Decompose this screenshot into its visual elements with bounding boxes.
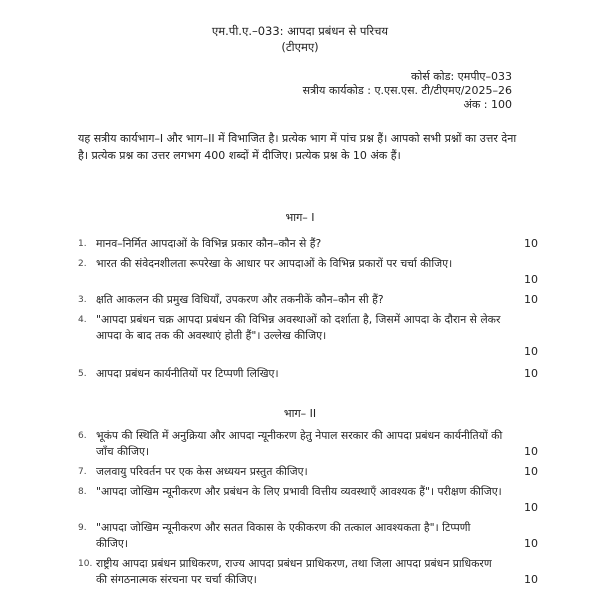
title-subtitle: (टीएमए) <box>281 40 319 54</box>
question-marks: 10 <box>524 367 538 380</box>
question-text: क्षति आकलन की प्रमुख विधियाँ, उपकरण और तकनीकें कौन–कौन सी हैं? <box>96 293 384 306</box>
question-marks: 10 <box>524 465 538 478</box>
question-number: 8. <box>78 487 87 497</box>
question-item <box>78 484 538 516</box>
assignment-code: सत्रीय कार्यकोड : ए.एस.एस. टी/टीएमए/2025–26 <box>302 84 512 97</box>
question-item <box>78 292 538 308</box>
question-number: 6. <box>78 431 87 441</box>
question-number: 4. <box>78 315 87 325</box>
question-item <box>78 556 538 588</box>
question-item <box>78 366 538 382</box>
title-text: एम.पी.ए.–033: आपदा प्रबंधन से परिचय <box>211 24 389 38</box>
question-item <box>78 236 538 252</box>
question-text: राष्ट्रीय आपदा प्रबंधन प्राधिकरण, राज्य आपदा प्रबंधन प्राधिकरण, तथा जिला आपदा प्रबंधन प्राधिकरण की संगठनात्मक संरचना पर चर्चा कीजिए। <box>96 557 492 586</box>
question-text: "आपदा जोखिम न्यूनीकरण और प्रबंधन के लिए प्रभावी वित्तीय व्यवस्थाएँ आवश्यक हैं"। परीक्षण कीजिए। <box>96 485 502 498</box>
question-number: 3. <box>78 295 87 305</box>
question-item <box>78 428 538 460</box>
section-heading-1: भाग– I <box>285 211 315 224</box>
question-number: 2. <box>78 259 87 269</box>
question-item <box>78 464 538 480</box>
question-marks: 10 <box>524 537 538 550</box>
question-marks: 10 <box>524 293 538 306</box>
question-marks: 10 <box>524 345 538 358</box>
question-marks: 10 <box>524 573 538 586</box>
question-item <box>78 312 538 360</box>
question-number: 1. <box>78 239 87 249</box>
section-heading-2: भाग– II <box>283 407 317 420</box>
question-text: भारत की संवेदनशीलता रूपरेखा के आधार पर आपदाओं के विभिन्न प्रकारों पर चर्चा कीजिए। <box>96 257 453 270</box>
question-number: 9. <box>78 523 87 533</box>
question-marks: 10 <box>524 273 538 286</box>
question-text: जलवायु परिवर्तन पर एक केस अध्ययन प्रस्तुत कीजिए। <box>96 465 308 478</box>
question-text: आपदा प्रबंधन कार्यनीतियों पर टिप्पणी लिखिए। <box>96 367 279 380</box>
question-marks: 10 <box>524 445 538 458</box>
question-text: भूकंप की स्थिति में अनुक्रिया और आपदा न्यूनीकरण हेतु नेपाल सरकार की आपदा प्रबंधन कार्यनीतियों की जाँच कीजिए। <box>96 429 503 458</box>
question-text: "आपदा प्रबंधन चक्र आपदा प्रबंधन की विभिन्न अवस्थाओं को दर्शाता है, जिसमें आपदा के दौरान से लेकर आपदा के बाद तक की अवस्थाएं होती हैं"। उल्लेख कीजिए। <box>96 313 501 342</box>
course-code: कोर्स कोड: एमपीए–033 <box>411 70 512 83</box>
question-marks: 10 <box>524 237 538 250</box>
question-text: "आपदा जोखिम न्यूनीकरण और सतत विकास के एकीकरण की तत्काल आवश्यकता है"। टिप्पणी कीजिए। <box>96 521 471 550</box>
question-number: 7. <box>78 467 87 477</box>
total-marks: अंक : 100 <box>463 98 512 111</box>
question-marks: 10 <box>524 501 538 514</box>
question-number: 5. <box>78 369 87 379</box>
document-title <box>0 24 600 54</box>
instructions-paragraph: यह सत्रीय कार्यभाग–I और भाग–II में विभाजित है। प्रत्येक भाग में पांच प्रश्न हैं। आपको सभी प्रश्नों का उत्तर देना है। प्रत्येक प्रश्न का उत्तर लगभग 400 शब्दों में दीजिए। प्रत्येक प्रश्न के 10 अंक हैं। <box>78 132 517 162</box>
course-meta <box>303 70 512 112</box>
question-number: 10. <box>78 559 93 569</box>
question-item <box>78 520 538 552</box>
question-text: मानव–निर्मित आपदाओं के विभिन्न प्रकार कौन–कौन से हैं? <box>96 237 322 250</box>
question-item <box>78 256 538 288</box>
